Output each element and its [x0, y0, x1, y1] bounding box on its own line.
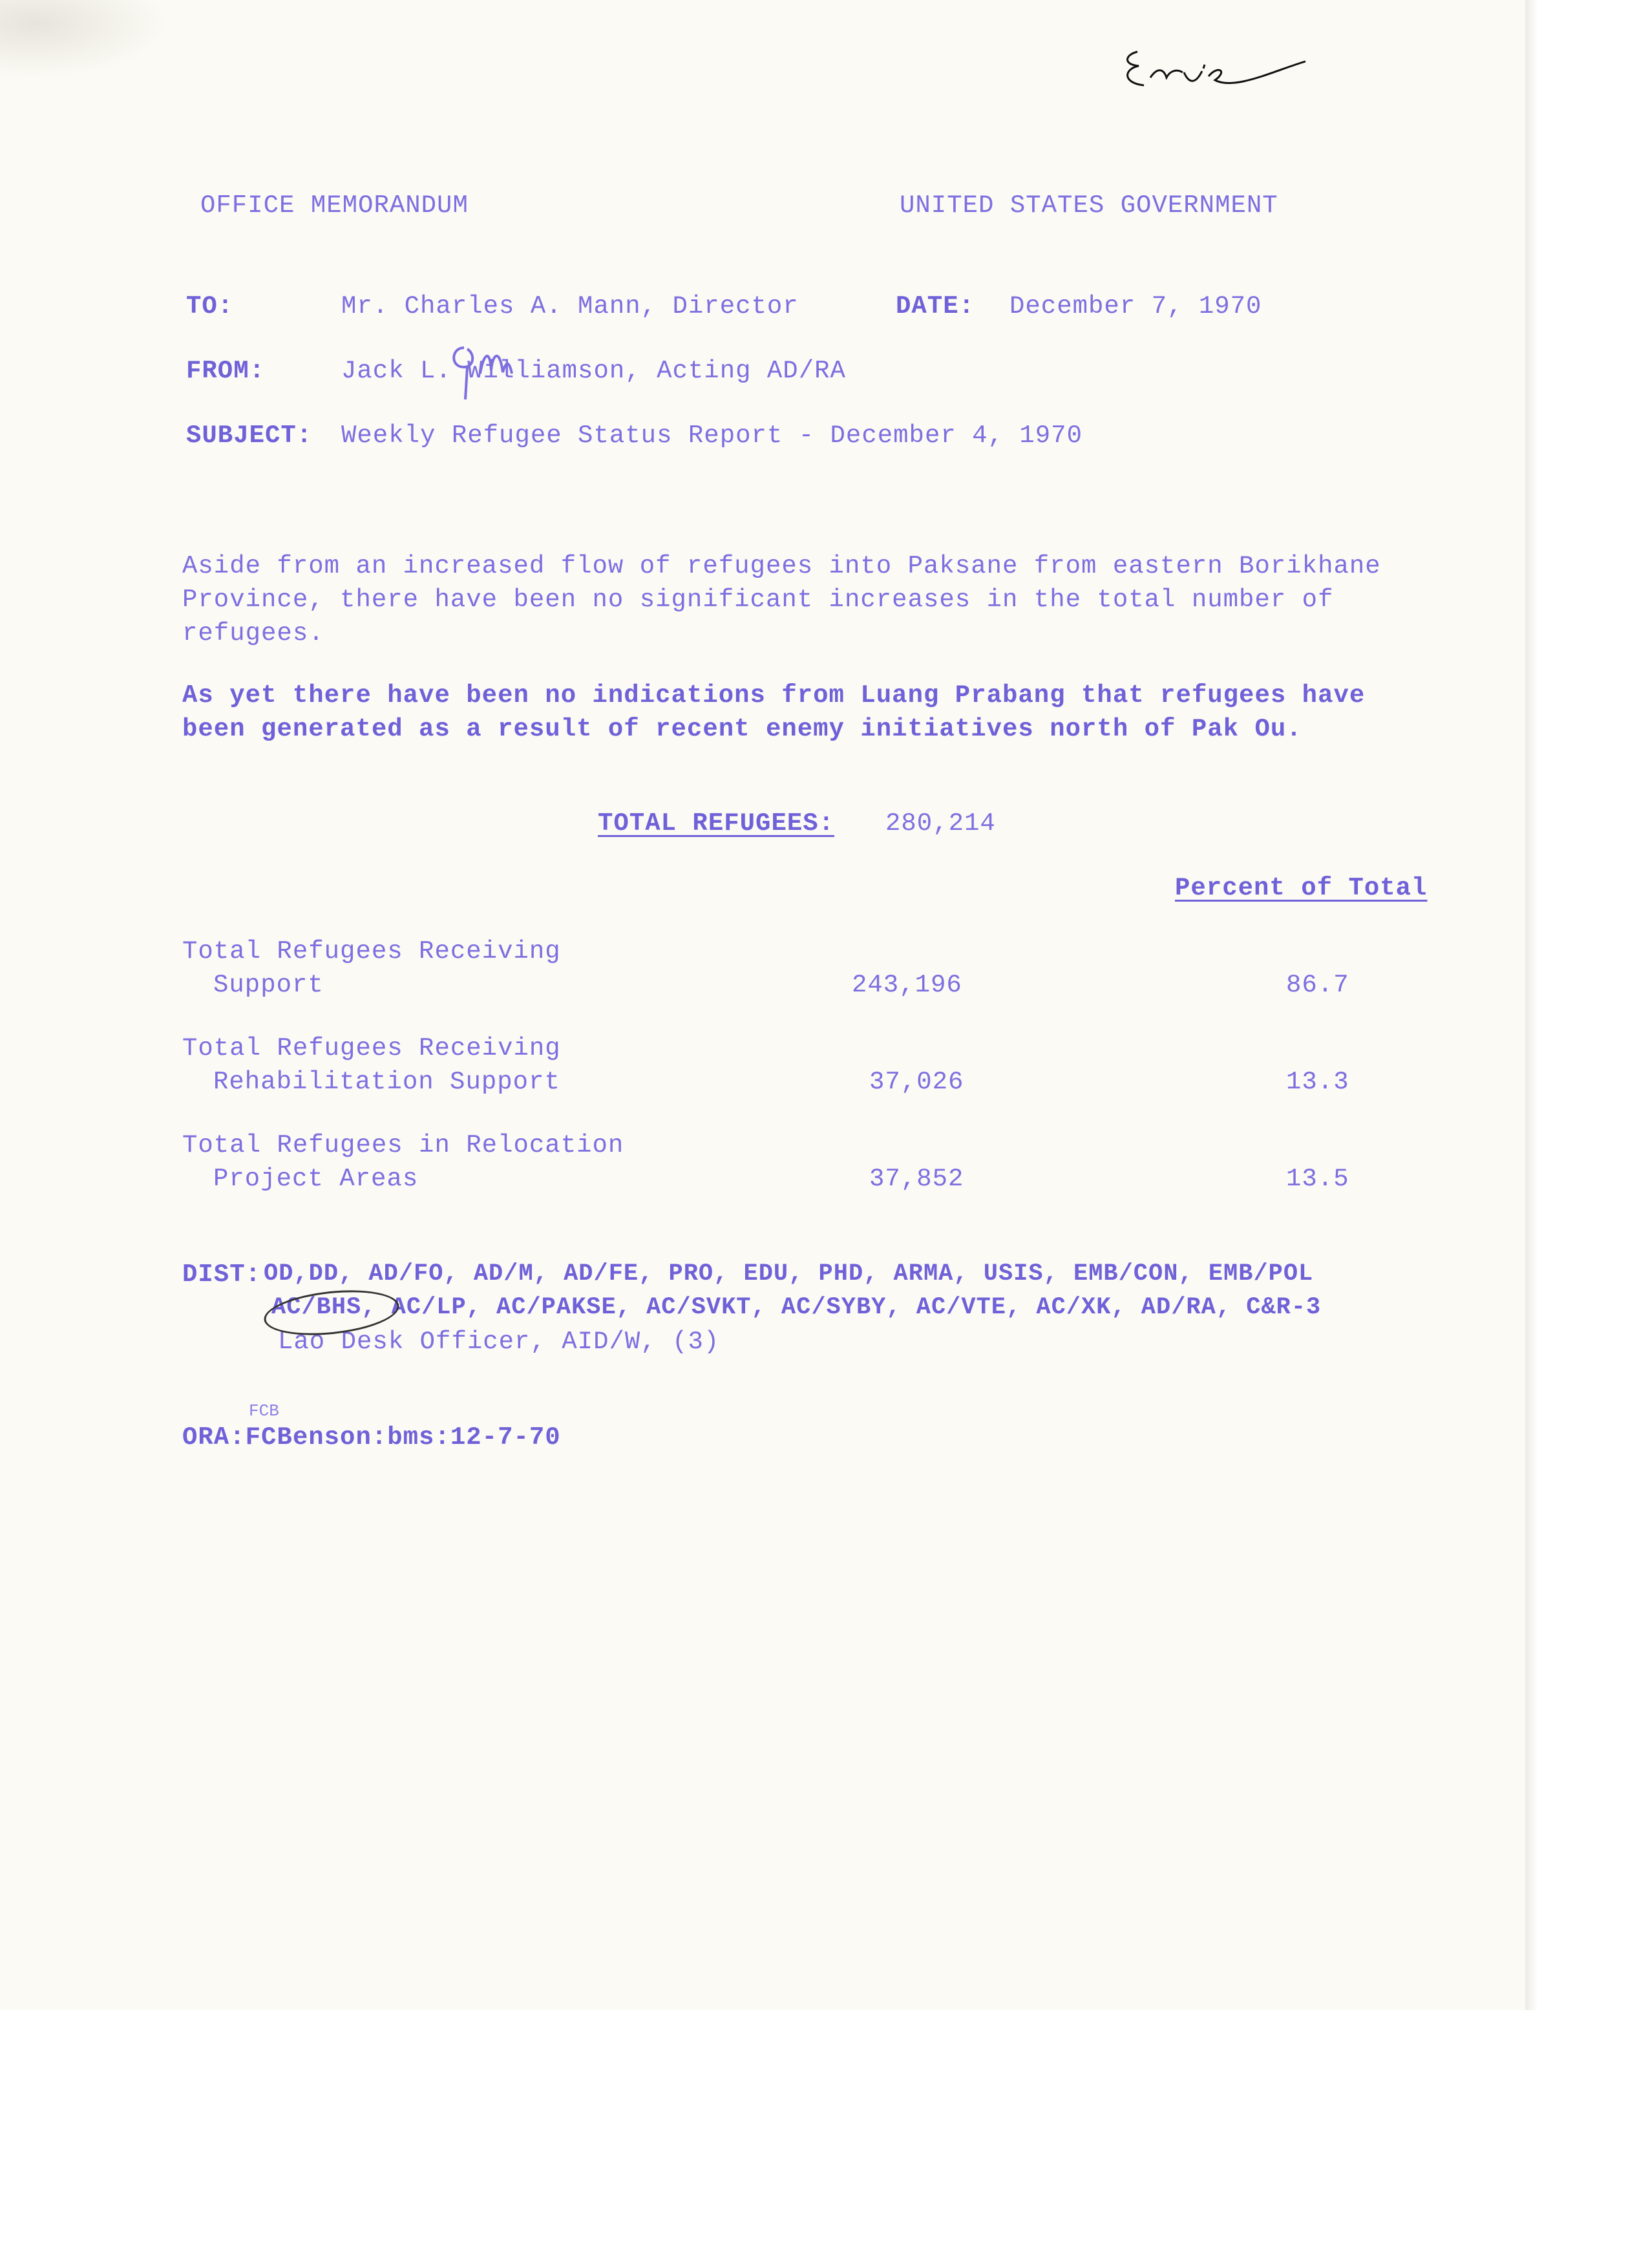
distribution-line-1: OD,DD, AD/FO, AD/M, AD/FE, PRO, EDU, PHD, ARMA, USIS, EMB/CON, EMB/POL [264, 1260, 1314, 1288]
row-rehab-label-1: Total Refugees Receiving [182, 1034, 561, 1063]
row-support-label-2: Support [213, 971, 324, 999]
row-relocation-label-2: Project Areas [213, 1165, 419, 1193]
government-heading: UNITED STATES GOVERNMENT [900, 191, 1278, 220]
body-paragraph-1: Aside from an increased flow of refugees into Paksane from eastern Borikhane Province, there have been no significant increases in the total number of refugees. [182, 552, 1381, 648]
percent-of-total-header: Percent of Total [1175, 874, 1428, 902]
subject-value: Weekly Refugee Status Report - December 4, 1970 [341, 421, 1083, 450]
to-value: Mr. Charles A. Mann, Director [341, 292, 799, 321]
memo-type-heading: OFFICE MEMORANDUM [200, 191, 469, 220]
distribution-label: DIST: [182, 1260, 262, 1289]
row-rehab-count: 37,026 [869, 1068, 964, 1096]
row-support-count: 243,196 [852, 971, 962, 999]
row-relocation-label-1: Total Refugees in Relocation [182, 1131, 624, 1160]
distribution-line-2: AC/BHS, AC/LP, AC/PAKSE, AC/SVKT, AC/SYBY, AC/VTE, AC/XK, AD/RA, C&R-3 [271, 1294, 1322, 1321]
row-rehab-percent: 13.3 [1286, 1068, 1349, 1096]
row-rehab-label-2: Rehabilitation Support [213, 1068, 560, 1096]
row-support-percent: 86.7 [1286, 971, 1349, 999]
initials-stamp: FCB [249, 1401, 279, 1421]
row-relocation-count: 37,852 [869, 1165, 964, 1193]
total-refugees-label: TOTAL REFUGEES: [598, 809, 835, 838]
paper-crease [0, 0, 168, 78]
body-paragraph-2: As yet there have been no indications from Luang Prabang that refugees have been generated as a result of recent enemy initiatives north of Pak Ou. [182, 681, 1366, 743]
reference-line: ORA:FCBenson:bms:12-7-70 [182, 1423, 561, 1452]
from-value: Jack L. Williamson, Acting AD/RA [341, 357, 846, 385]
distribution-line-3: Lao Desk Officer, AID/W, (3) [278, 1328, 720, 1356]
to-label: TO: [186, 292, 234, 321]
handwritten-initials [445, 335, 516, 406]
date-value: December 7, 1970 [1009, 292, 1262, 321]
subject-label: SUBJECT: [186, 421, 313, 450]
from-label: FROM: [186, 357, 266, 385]
date-label: DATE: [896, 292, 975, 321]
paper-edge [1525, 0, 1538, 2010]
handwritten-signature-ernie [1112, 26, 1325, 110]
total-refugees-value: 280,214 [885, 809, 996, 838]
row-relocation-percent: 13.5 [1286, 1165, 1349, 1193]
row-support-label-1: Total Refugees Receiving [182, 937, 561, 966]
